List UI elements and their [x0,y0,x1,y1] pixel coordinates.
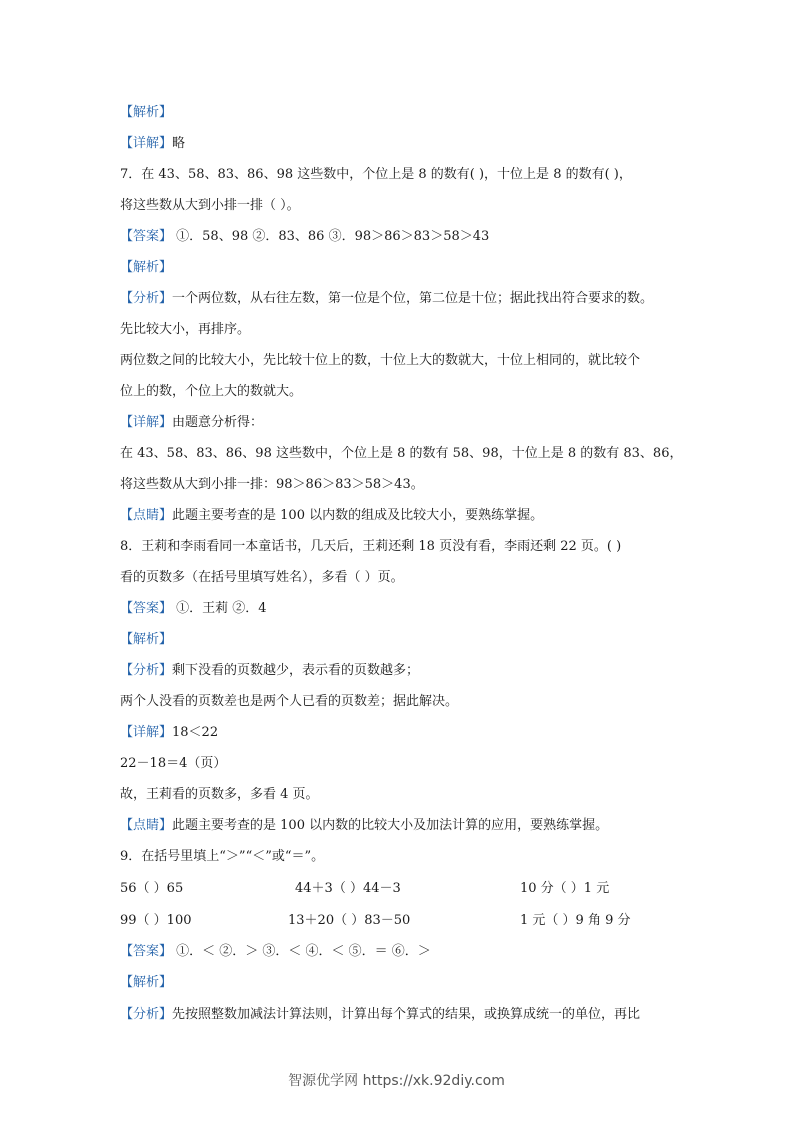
line [120,724,218,742]
line [120,1006,640,1024]
line [120,135,185,153]
line: 将这些数从大到小排一排（ ）。 [120,198,300,213]
answer-line: 【答案】 ①．58、98 ②．83、86 ③．98＞86＞83＞58＞43 [120,229,490,244]
line: 看的页数多（在括号里填写姓名），多看（ ）页。 [120,570,404,585]
line-text: 剩下没看的页数越少，表示看的页数越多； [172,663,420,678]
question-7: 7．在 43、58、83、86、98 这些数中，个位上是 8 的数有( )，十位上是 8 的数有( )， [120,167,632,182]
line: 先比较大小，再排序。 [120,322,251,337]
section-tag: 【分析】 [120,1007,173,1022]
line: 【解析】 [120,975,173,990]
section-tag: 【详解】 [120,725,173,740]
line-text: 18＜22 [172,725,219,740]
section-tag: 【详解】 [120,136,173,151]
line [120,414,263,432]
question-8: 8．王莉和李雨看同一本童话书，几天后，王莉还剩 18 页没有看，李雨还剩 22 页。( ) [120,539,622,554]
answer-line: 【答案】 ①．王莉 ②．4 [120,601,267,616]
line: 两位数之间的比较大小，先比较十位上的数，十位上大的数就大，十位上相同的，就比较个 [120,353,641,368]
line [120,662,419,680]
section-tag: 【分析】 [120,291,173,306]
line-text: 由题意分析得： [172,415,264,430]
line: 两个人没看的页数差也是两个人已看的页数差；据此解决。 [120,694,459,709]
footer-watermark: 智源优学网 https://xk.92diy.com [288,1073,505,1089]
section-tag: 【点睛】 [120,508,173,523]
line [120,290,653,308]
section-tag: 【解析】 [120,105,173,120]
line: 将这些数从大到小排一排：98＞86＞83＞58＞43。 [120,477,424,492]
line: 【解析】 [120,632,173,647]
line: 22－18＝4（页） [120,756,227,771]
line-text: 此题主要考查的是 100 以内数的比较大小及加法计算的应用，要熟练掌握。 [172,818,609,833]
line-text: 先按照整数加减法计算法则，计算出每个算式的结果，或换算成统一的单位，再比 [172,1007,641,1022]
question-9: 9．在括号里填上“＞”“＜”或“＝”。 [120,849,325,864]
section-tag: 【分析】 [120,663,173,678]
section-tag: 【点睛】 [120,818,173,833]
document-page: 【解析】 【详解】略 7．在 43、58、83、86、98 这些数中，个位上是 8 的数有( )，十位上是 8 的数有( )， 将这些数从大到小排一排（ ）。 【答案】 ①．58、98 ②．83、86 ③．98＞86＞83＞58＞43 【解析】 【分析】一个两位数，从右往左数，第一位是个位，第二位是十位；据此找出符合要求的数。 先比较大小，再排序。 两位数之间的比较大小，先比较十位上的数，十位上大的数就大，十位上相同的，就比较个 位上的数，个位上大的数就大。 【详解】由题意分析得： 在 43、58、83、86、98 这些数中，个位上是 8 的数有 58、98，十位上是 8 的数有 83、86， 将这些数从大到小排一排：98＞86＞83＞58＞43。 【点睛】此题主要考查的是 100 以内数的组成及比较大小，要熟练掌握。 8．王莉和李雨看同一本童话书，几天后，王莉还剩 18 页没有看，李雨还剩 22 页。( ) 看的页数多（在括号里填写姓名），多看（ ）页。 【答案】 ①．王莉 ②．4 【解析】 【分析】剩下没看的页数越少，表示看的页数越多； 两个人没看的页数差也是两个人已看的页数差；据此解决。 【详解】18＜22 22－18＝4（页） 故，王莉看的页数多，多看 4 页。 【点睛】此题主要考查的是 100 以内数的比较大小及加法计算的应用，要熟练掌握。 9．在括号里填上“＞”“＜”或“＝”。 56（ ）65 44＋3（ ）44－3 10 分（ ）1 元 99（ ）100 13＋20（ ）83－50 1 元（ ）9 角 9 分 【答案】 ①．＜ ②．＞ ③．＜ ④．＜ ⑤．＝ ⑥．＞ 【解析】 【分析】先按照整数加减法计算法则，计算出每个算式的结果，或换算成统一的单位，再比 智源优学网 https://xk.92diy.com [0,0,793,1122]
line [120,507,543,525]
line: 故，王莉看的页数多，多看 4 页。 [120,787,319,802]
line: 在 43、58、83、86、98 这些数中，个位上是 8 的数有 58、98，十位上是 8 的数有 83、86， [120,446,683,461]
line: 【解析】 [120,260,173,275]
section-tag: 【详解】 [120,415,173,430]
line-text: 一个两位数，从右往左数，第一位是个位，第二位是十位；据此找出符合要求的数。 [172,291,654,306]
line: 位上的数，个位上大的数就大。 [120,384,303,399]
line-text: 此题主要考查的是 100 以内数的组成及比较大小，要熟练掌握。 [172,508,544,523]
line [120,817,608,835]
line-text: 略 [172,136,186,151]
answer-line: 【答案】 ①．＜ ②．＞ ③．＜ ④．＜ ⑤．＝ ⑥．＞ [120,944,431,959]
line [120,104,172,122]
